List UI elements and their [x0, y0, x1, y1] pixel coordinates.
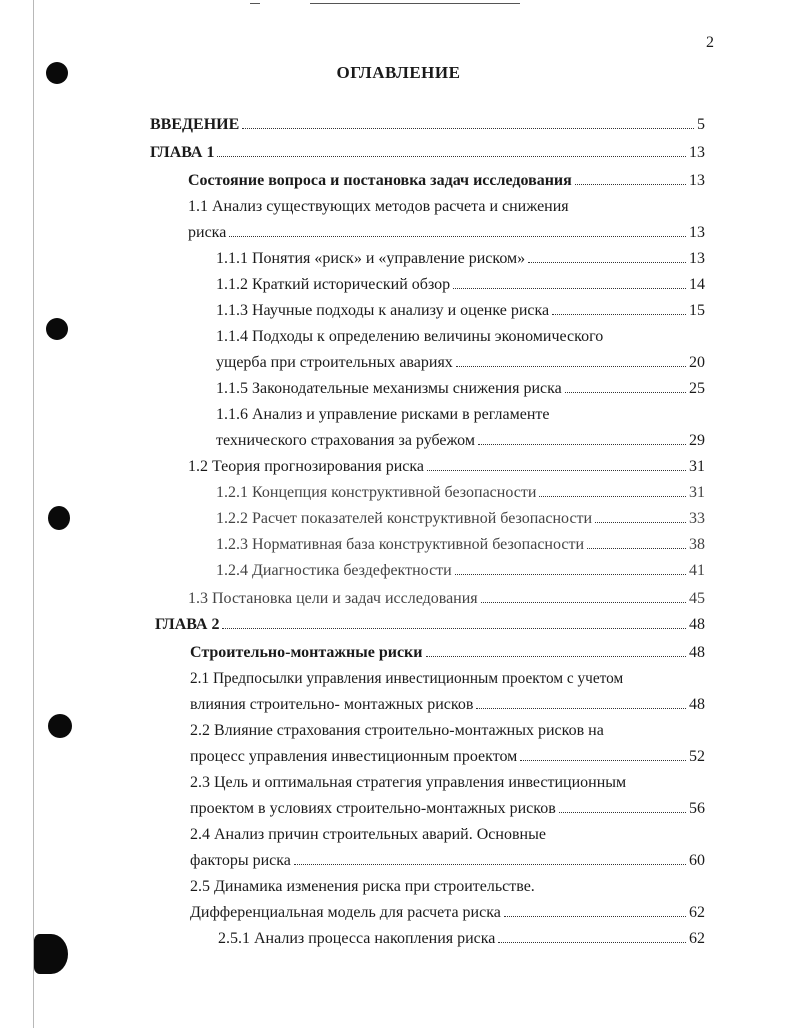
toc-entry	[216, 377, 705, 401]
toc-entry-title: ГЛАВА 2	[155, 616, 220, 633]
toc-entry	[190, 823, 705, 847]
dot-leader	[453, 282, 686, 289]
toc-entry-page: 5	[697, 116, 705, 133]
toc-entry-page: 25	[689, 380, 705, 397]
toc-entry-page: 38	[689, 536, 705, 553]
left-margin-line	[33, 0, 34, 1028]
dot-leader	[426, 650, 687, 657]
toc-entry	[188, 587, 705, 611]
toc-entry-title: 2.4 Анализ причин строительных аварий. Основные	[190, 826, 546, 843]
toc-entry	[190, 719, 705, 743]
toc-entry	[150, 113, 705, 137]
toc-entry-page: 29	[689, 432, 705, 449]
toc-entry-page: 31	[689, 484, 705, 501]
toc-entry-title: 2.5.1 Анализ процесса накопления риска	[218, 930, 496, 947]
dot-leader	[520, 754, 686, 761]
toc-entry-title: 1.3 Постановка цели и задач исследования	[188, 590, 478, 607]
dot-leader	[481, 596, 686, 603]
toc-entry-title: Строительно-монтажные риски	[190, 644, 423, 661]
toc-entry	[216, 247, 705, 271]
dot-leader	[528, 256, 686, 263]
toc-entry-title: 1.2 Теория прогнозирования риска	[188, 458, 424, 475]
dot-leader	[587, 542, 686, 549]
toc-entry-title: Дифференциальная модель для расчета риска	[190, 904, 501, 921]
dot-leader	[476, 702, 686, 709]
toc-entry-title: 2.2 Влияние страхования строительно-монтажных рисков на	[190, 722, 604, 739]
toc-entry-page: 45	[689, 590, 705, 607]
dot-leader	[595, 516, 686, 523]
toc-entry	[190, 849, 705, 873]
toc-entry	[216, 533, 705, 557]
toc-entry-title: проектом в условиях строительно-монтажных рисков	[190, 800, 556, 817]
toc-entry	[190, 745, 705, 769]
toc-entry	[216, 299, 705, 323]
top-edge-line	[310, 3, 520, 4]
toc-entry-title: ГЛАВА 1	[150, 144, 215, 161]
dot-leader	[478, 438, 686, 445]
toc-entry-title: 1.2.1 Концепция конструктивной безопасности	[216, 484, 537, 501]
toc-entry-title: 2.1 Предпосылки управления инвестиционным проектом с учетом	[190, 670, 624, 687]
toc-entry-title: 2.5 Динамика изменения риска при строительстве.	[190, 878, 535, 895]
toc-entry-title: факторы риска	[190, 852, 291, 869]
toc-entry-title: Состояние вопроса и постановка задач исследования	[188, 172, 572, 189]
toc-entry	[190, 641, 705, 665]
toc-entry	[216, 273, 705, 297]
toc-entry-page: 13	[689, 172, 705, 189]
punch-hole	[46, 318, 68, 340]
toc-entry	[216, 429, 705, 453]
toc-entry-page: 48	[689, 696, 705, 713]
dot-leader	[575, 178, 686, 185]
toc-entry-title: 2.3 Цель и оптимальная стратегия управления инвестиционным	[190, 774, 627, 791]
toc-entry	[216, 403, 705, 427]
toc-entry	[216, 507, 705, 531]
toc-entry-page: 60	[689, 852, 705, 869]
dot-leader	[242, 122, 694, 129]
toc-entry-title: 1.1 Анализ существующих методов расчета и снижения	[188, 198, 569, 215]
toc-entry	[188, 455, 705, 479]
dot-leader	[456, 360, 686, 367]
toc-entry-page: 13	[689, 224, 705, 241]
toc-entry	[190, 901, 705, 925]
punch-hole	[48, 506, 70, 530]
toc-entry	[155, 613, 705, 637]
toc-entry-page: 48	[689, 616, 705, 633]
dot-leader	[427, 464, 686, 471]
dot-leader	[559, 806, 686, 813]
toc-entry-page: 56	[689, 800, 705, 817]
toc-entry	[216, 351, 705, 375]
dot-leader	[455, 568, 686, 575]
toc-entry	[188, 195, 705, 219]
dot-leader	[504, 910, 686, 917]
toc-entry-page: 14	[689, 276, 705, 293]
toc-entry-page: 31	[689, 458, 705, 475]
toc-entry	[150, 141, 705, 165]
toc-entry-title: 1.1.6 Анализ и управление рисками в регламенте	[216, 406, 550, 423]
toc-entry-page: 15	[689, 302, 705, 319]
toc-entry-title: 1.1.2 Краткий исторический обзор	[216, 276, 451, 293]
dot-leader	[217, 150, 686, 157]
toc-entry-title: 1.1.5 Законодательные механизмы снижения риска	[216, 380, 562, 397]
toc-entry-page: 20	[689, 354, 705, 371]
top-edge-line	[250, 3, 260, 4]
toc-entry	[190, 875, 705, 899]
punch-hole	[48, 714, 72, 738]
toc-entry	[188, 169, 705, 193]
dot-leader	[222, 622, 686, 629]
toc-entry-page: 41	[689, 562, 705, 579]
toc-entry-page: 52	[689, 748, 705, 765]
dot-leader	[229, 230, 686, 237]
page-title: ОГЛАВЛЕНИЕ	[336, 63, 461, 82]
toc-entry	[190, 693, 705, 717]
punch-hole	[34, 934, 68, 974]
dot-leader	[294, 858, 686, 865]
toc-entry	[216, 559, 705, 583]
dot-leader	[552, 308, 686, 315]
toc-entry-page: 48	[689, 644, 705, 661]
toc-entry-title: 1.1.1 Понятия «риск» и «управление риском»	[216, 250, 526, 267]
toc-entry-title: 1.1.4 Подходы к определению величины экономического	[216, 328, 604, 345]
toc-entry	[190, 667, 705, 691]
toc-entry-page: 62	[689, 904, 705, 921]
toc-entry-title: 1.2.4 Диагностика бездефектности	[216, 562, 452, 579]
toc-entry	[216, 325, 705, 349]
toc-entry	[190, 771, 705, 795]
toc-entry-title: риска	[188, 224, 227, 241]
toc-entry	[216, 481, 705, 505]
toc-entry	[218, 927, 705, 951]
toc-entry-title: технического страхования за рубежом	[216, 432, 475, 449]
page-number: 2	[706, 34, 714, 51]
toc-entry-title: влияния строительно- монтажных рисков	[190, 696, 474, 713]
toc-entry-title: ВВЕДЕНИЕ	[150, 116, 240, 133]
toc-entry-page: 33	[689, 510, 705, 527]
toc-entry-title: процесс управления инвестиционным проектом	[190, 748, 518, 765]
toc-entry-page: 13	[689, 250, 705, 267]
toc-entry-page: 62	[689, 930, 705, 947]
dot-leader	[565, 386, 686, 393]
toc-entry-page: 13	[689, 144, 705, 161]
toc-entry-title: 1.2.2 Расчет показателей конструктивной безопасности	[216, 510, 593, 527]
dot-leader	[539, 490, 686, 497]
toc-entry	[190, 797, 705, 821]
dot-leader	[498, 936, 686, 943]
toc-entry-title: ущерба при строительных авариях	[216, 354, 453, 371]
toc-entry-title: 1.2.3 Нормативная база конструктивной безопасности	[216, 536, 585, 553]
toc-entry-title: 1.1.3 Научные подходы к анализу и оценке риска	[216, 302, 550, 319]
toc-entry	[188, 221, 705, 245]
